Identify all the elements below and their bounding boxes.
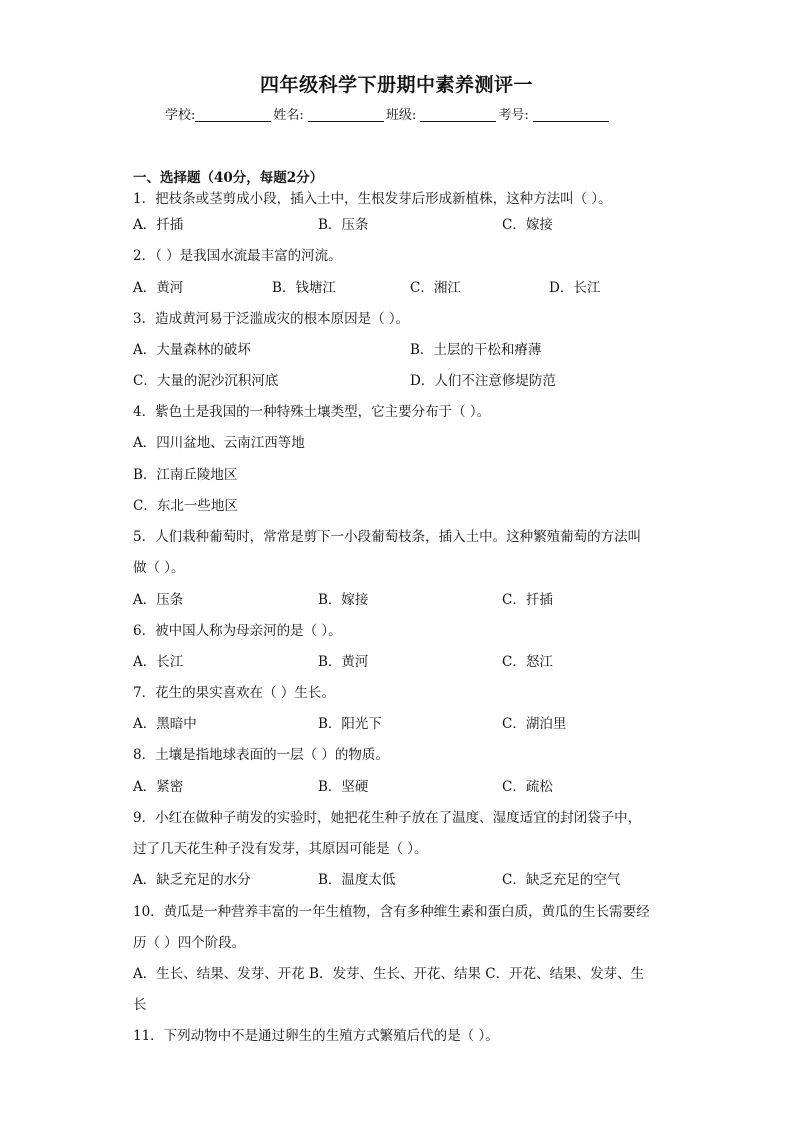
option-c[interactable]: C．东北一些地区 <box>133 498 238 514</box>
option-b[interactable]: B．嫁接 <box>318 592 369 608</box>
question-9: 9．小红在做种子萌发的实验时，她把花生种子放在了温度、湿度适宜的封闭袋子中， <box>133 810 642 826</box>
option-a[interactable]: A．黑暗中 <box>133 716 197 732</box>
question-10-options-continued[interactable]: 长 <box>133 997 147 1013</box>
option-d[interactable]: D．长江 <box>549 280 601 296</box>
option-c[interactable]: C．扦插 <box>502 592 553 608</box>
option-c[interactable]: C．湘江 <box>410 280 461 296</box>
question-7: 7．花生的果实喜欢在（ ）生长。 <box>133 685 335 701</box>
exam-number-label: 考号: <box>498 108 533 123</box>
option-a[interactable]: A．扦插 <box>133 217 184 233</box>
option-b[interactable]: B．压条 <box>318 217 369 233</box>
page-title: 四年级科学下册期中素养测评一 <box>259 74 533 96</box>
option-b[interactable]: B．土层的干松和瘠薄 <box>410 342 542 358</box>
exam-number-blank[interactable] <box>533 107 609 122</box>
option-a[interactable]: A．长江 <box>133 654 184 670</box>
option-a[interactable]: A．缺乏充足的水分 <box>133 872 251 888</box>
option-c[interactable]: C．疏松 <box>502 779 553 795</box>
question-2: 2．（ ）是我国水流最丰富的河流。 <box>133 248 342 264</box>
name-blank[interactable] <box>308 107 384 122</box>
question-5-continued: 做（ ）。 <box>133 560 185 576</box>
question-1: 1．把枝条或茎剪成小段，插入土中，生根发芽后形成新植株，这种方法叫（ ）。 <box>133 191 612 207</box>
school-blank[interactable] <box>195 107 271 122</box>
option-a[interactable]: A．黄河 <box>133 280 184 296</box>
option-c[interactable]: C．嫁接 <box>502 217 553 233</box>
section-title: 一、选择题（40分，每题2分） <box>133 170 324 186</box>
name-label: 姓名: <box>273 108 308 123</box>
question-9-continued: 过了几天花生种子没有发芽，其原因可能是（ ）。 <box>133 841 428 857</box>
option-c[interactable]: C．缺乏充足的空气 <box>502 872 621 888</box>
question-11: 11．下列动物中不是通过卵生的生殖方式繁殖后代的是（ ）。 <box>133 1028 499 1044</box>
option-b[interactable]: B．钱塘江 <box>272 280 336 296</box>
option-a[interactable]: A．紧密 <box>133 779 184 795</box>
option-b[interactable]: B．温度太低 <box>318 872 396 888</box>
option-b[interactable]: B．阳光下 <box>318 716 382 732</box>
option-c[interactable]: C．怒江 <box>502 654 553 670</box>
option-d[interactable]: D．人们不注意修堤防范 <box>410 373 556 389</box>
question-5: 5．人们栽种葡萄时，常常是剪下一小段葡萄枝条，插入土中。这种繁殖葡萄的方法叫 <box>133 529 642 545</box>
option-c[interactable]: C．湖泊里 <box>502 716 567 732</box>
question-10-options[interactable]: A．生长、结果、发芽、开花 B．发芽、生长、开花、结果 C．开花、结果、发芽、生 <box>133 966 645 982</box>
question-8: 8．土壤是指地球表面的一层（ ）的物质。 <box>133 747 389 763</box>
question-3: 3．造成黄河易于泛滥成灾的根本原因是（ ）。 <box>133 311 410 327</box>
class-blank[interactable] <box>420 107 496 122</box>
option-a[interactable]: A．四川盆地、云南江西等地 <box>133 435 305 451</box>
question-6: 6．被中国人称为母亲河的是（ ）。 <box>133 623 342 639</box>
option-a[interactable]: A．压条 <box>133 592 184 608</box>
class-label: 班级: <box>385 108 421 123</box>
question-4: 4．紫色土是我国的一种特殊土壤类型，它主要分布于（ ）。 <box>133 404 491 420</box>
school-label: 学校: <box>165 108 196 123</box>
option-a[interactable]: A．大量森林的破坏 <box>133 342 251 358</box>
question-10-continued: 历（ ）四个阶段。 <box>133 935 246 951</box>
question-10: 10．黄瓜是一种营养丰富的一年生植物，含有多种维生素和蛋白质，黄瓜的生长需要经 <box>133 904 650 920</box>
student-info-line <box>165 104 611 123</box>
option-b[interactable]: B．江南丘陵地区 <box>133 467 238 483</box>
option-b[interactable]: B．黄河 <box>318 654 369 670</box>
option-b[interactable]: B．坚硬 <box>318 779 369 795</box>
option-c[interactable]: C．大量的泥沙沉积河底 <box>133 373 279 389</box>
